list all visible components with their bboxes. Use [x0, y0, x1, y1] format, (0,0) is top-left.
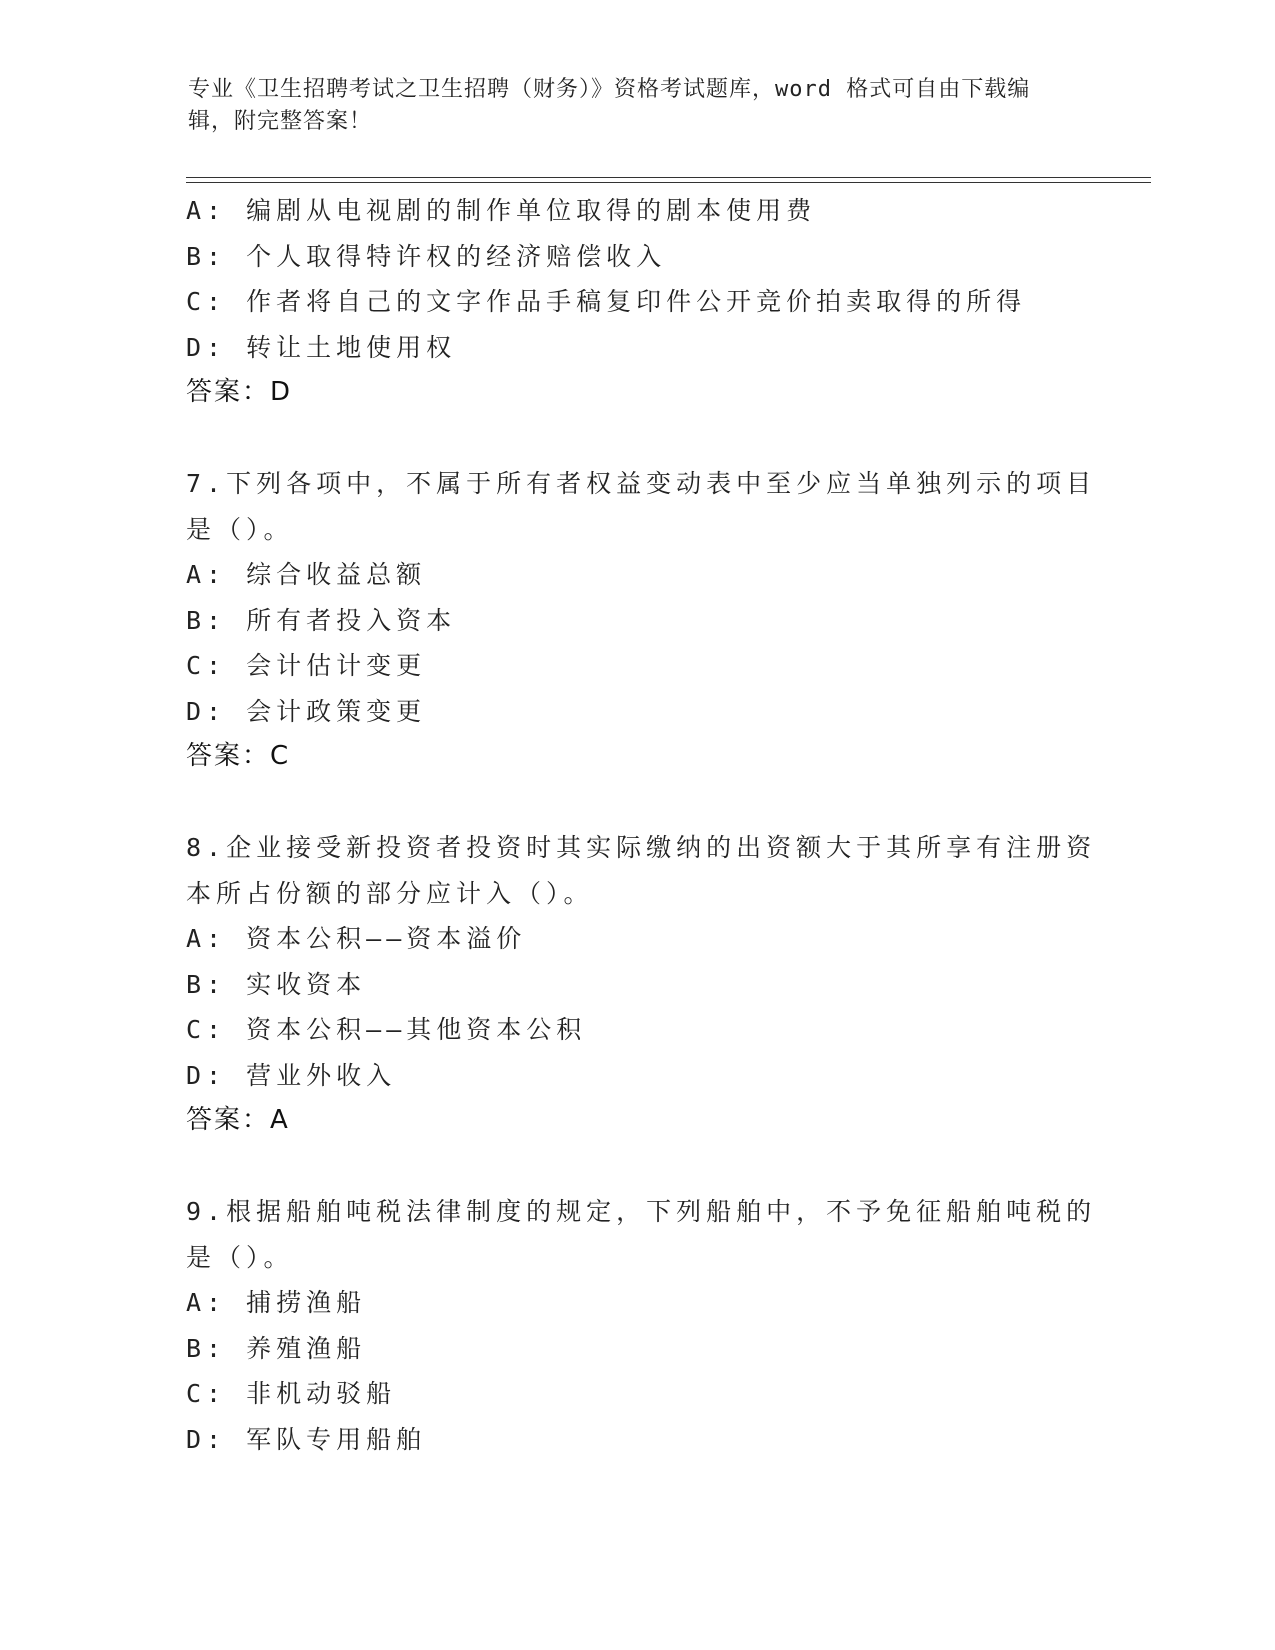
answer-label: 答案：C [186, 741, 291, 771]
answer-label: 答案：D [186, 377, 293, 407]
question-title-cont: 本所占份额的部分应计入（）。 [186, 878, 594, 908]
answer-label: 答案：A [186, 1105, 290, 1135]
option-a: A: 编剧从电视剧的制作单位取得的剧本使用费 [186, 196, 817, 225]
option-b: B: 所有者投入资本 [186, 605, 457, 635]
question-block-9 [186, 1189, 1097, 1462]
spacer [186, 416, 1086, 462]
option-d: D: 营业外收入 [186, 1060, 397, 1090]
header-divider-top [186, 177, 1151, 178]
document-header: 专业《卫生招聘考试之卫生招聘（财务）》资格考试题库，word 格式可自由下载编辑，附完整答案！ [188, 77, 1031, 134]
option-c: C: 会计估计变更 [186, 651, 427, 680]
question-block-6 [186, 188, 1086, 416]
question-title-cont: 是（）。 [186, 1242, 294, 1272]
option-a: A: 综合收益总额 [186, 560, 427, 589]
question-title: 9.根据船舶吨税法律制度的规定，下列船舶中，不予免征船舶吨税的 [186, 1197, 1097, 1226]
option-c: C: 作者将自己的文字作品手稿复印件公开竞价拍卖取得的所得 [186, 287, 1027, 316]
option-d: D: 转让土地使用权 [186, 332, 457, 362]
option-a: A: 资本公积——资本溢价 [186, 924, 527, 953]
question-title: 7.下列各项中，不属于所有者权益变动表中至少应当单独列示的项目 [186, 469, 1097, 498]
option-b: B: 实收资本 [186, 969, 367, 999]
option-c: C: 非机动驳船 [186, 1379, 397, 1408]
header-divider-bottom [186, 182, 1151, 183]
option-d: D: 会计政策变更 [186, 696, 427, 726]
question-block-8 [186, 825, 1097, 1144]
question-title: 8.企业接受新投资者投资时其实际缴纳的出资额大于其所享有注册资 [186, 833, 1097, 862]
option-c: C: 资本公积——其他资本公积 [186, 1015, 587, 1044]
option-a: A: 捕捞渔船 [186, 1288, 367, 1317]
spacer [186, 1144, 1086, 1190]
question-title-cont: 是（）。 [186, 514, 294, 544]
question-content [186, 188, 1097, 1462]
spacer [186, 780, 1086, 826]
option-b: B: 个人取得特许权的经济赔偿收入 [186, 241, 667, 271]
question-block-7 [186, 461, 1097, 780]
option-b: B: 养殖渔船 [186, 1333, 367, 1363]
option-d: D: 军队专用船舶 [186, 1424, 427, 1454]
